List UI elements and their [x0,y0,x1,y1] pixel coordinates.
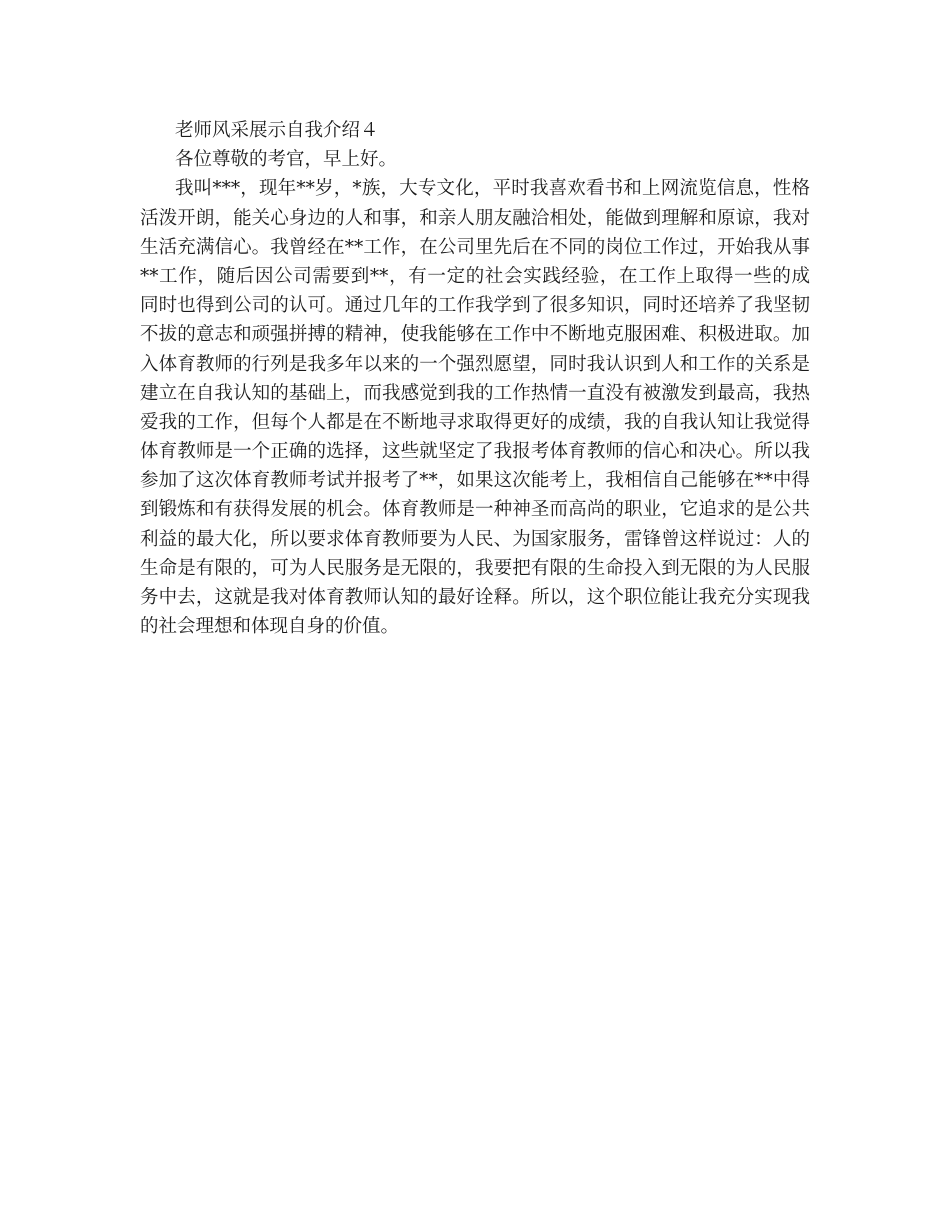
paragraph-line: 活泼开朗，能关心身边的人和事，和亲人朋友融洽相处，能做到理解和原谅，我对 [140,207,810,229]
paragraph-last-line: 的社会理想和体现自身的价值。 [140,616,400,638]
paragraph-line: 入体育教师的行列是我多年以来的一个强烈愿望，同时我认识到人和工作的关系是 [140,353,810,375]
paragraph-line: 同时也得到公司的认可。通过几年的工作我学到了很多知识，同时还培养了我坚韧 [140,295,810,317]
paragraph-line: 不拔的意志和顽强拼搏的精神，使我能够在工作中不断地克服困难、积极进取。加 [140,324,810,346]
paragraph-line: 体育教师是一个正确的选择，这些就坚定了我报考体育教师的信心和决心。所以我 [140,441,810,463]
paragraph-line: 参加了这次体育教师考试并报考了**，如果这次能考上，我相信自己能够在**中得 [140,470,810,492]
document-title: 老师风采展示自我介绍４ [175,120,379,141]
paragraph-line: 建立在自我认知的基础上，而我感觉到我的工作热情一直没有被激发到最高，我热 [140,382,810,404]
paragraph-line: 到锻炼和有获得发展的机会。体育教师是一种神圣而高尚的职业，它追求的是公共 [140,499,810,521]
paragraph-line: 务中去，这就是我对体育教师认知的最好诠释。所以，这个职位能让我充分实现我 [140,587,810,608]
greeting-line: 各位尊敬的考官，早上好。 [175,149,398,171]
paragraph-line: 利益的最大化，所以要求体育教师要为人民、为国家服务，雷锋曾这样说过：人的 [140,528,810,550]
document-body [140,116,810,641]
paragraph-line: **工作，随后因公司需要到**，有一定的社会实践经验，在工作上取得一些的成 [140,265,810,287]
paragraph-line: 生命是有限的，可为人民服务是无限的，我要把有限的生命投入到无限的为人民服 [140,557,810,579]
paragraph-line: 爱我的工作，但每个人都是在不断地寻求取得更好的成绩，我的自我认知让我觉得 [140,411,810,433]
paragraph-line: 生活充满信心。我曾经在**工作，在公司里先后在不同的岗位工作过，开始我从事 [140,236,810,258]
paragraph-line: 我叫***，现年**岁，*族，大专文化，平时我喜欢看书和上网流览信息，性格 [175,178,810,200]
introduction-paragraph [140,174,810,641]
